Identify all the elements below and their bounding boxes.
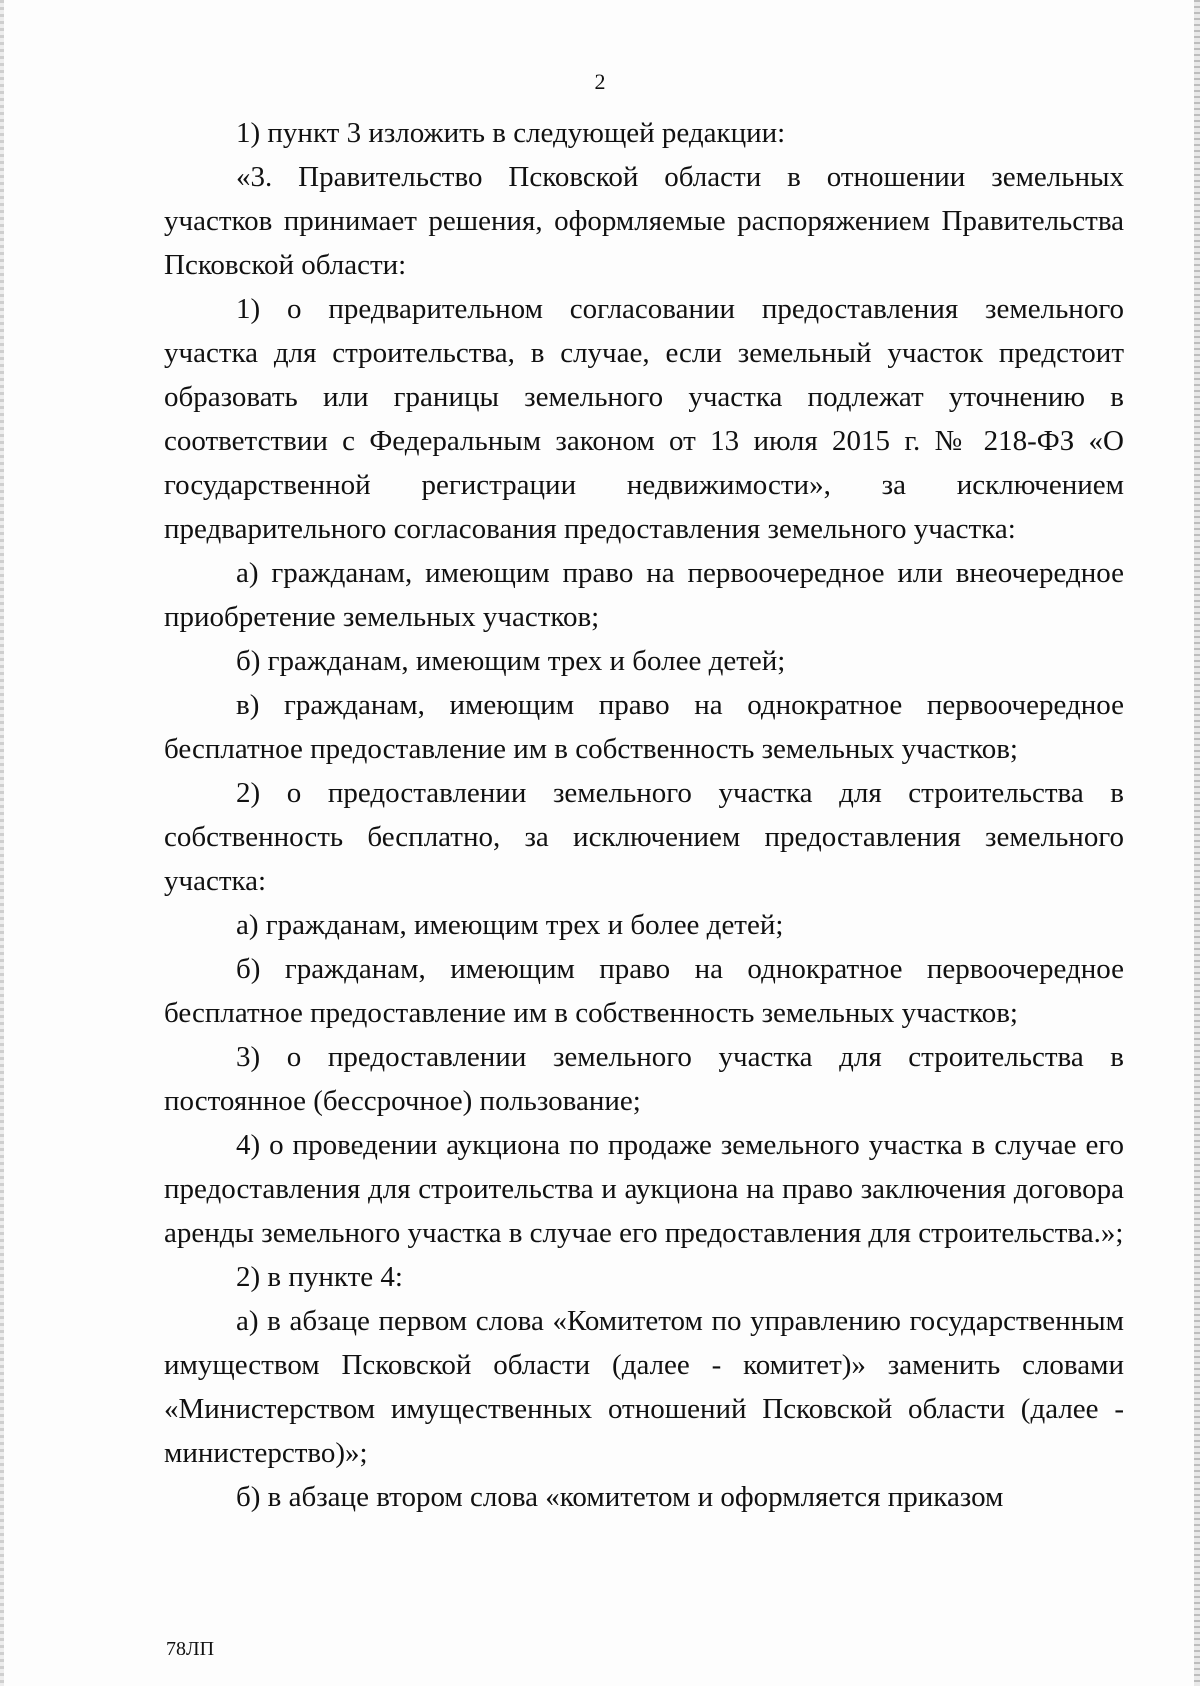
paragraph: а) гражданам, имеющим трех и более детей; bbox=[236, 909, 784, 941]
paragraph: а) гражданам, имеющим право на первоочередное или внеочередное приобретение земельных участков; bbox=[164, 557, 1124, 633]
paragraph: б) гражданам, имеющим право на однократное первоочередное бесплатное предоставление им в собственность земельных участков; bbox=[164, 953, 1124, 1029]
paragraph: б) в абзаце втором слова «комитетом и оформляется приказом bbox=[236, 1481, 1004, 1513]
paragraph: «3. Правительство Псковской области в отношении земельных участков принимает решения, оформляемые распоряжением Правительства Псковской области: bbox=[164, 161, 1124, 281]
paragraph: 1) о предварительном согласовании предоставления земельного участка для строительства, в случае, если земельный участок предстоит образовать или границы земельного участка подлежат уточнению в соответствии с Федеральным законом от 13 июля 2015 г. № 218-ФЗ «О государственной регистрации недвижимости», за исключением предварительного согласования предоставления земельного участка: bbox=[164, 293, 1124, 545]
paragraph: в) гражданам, имеющим право на однократное первоочередное бесплатное предоставление им в собственность земельных участков; bbox=[164, 689, 1124, 765]
paragraph: 2) в пункте 4: bbox=[236, 1261, 403, 1293]
scan-edge-left bbox=[0, 0, 4, 1686]
paragraph: б) гражданам, имеющим трех и более детей; bbox=[236, 645, 786, 677]
paragraph: 2) о предоставлении земельного участка для строительства в собственность бесплатно, за исключением предоставления земельного участка: bbox=[164, 777, 1124, 897]
page-number: 2 bbox=[594, 69, 606, 94]
document-code: 78ЛП bbox=[166, 1638, 215, 1660]
paragraph: 3) о предоставлении земельного участка для строительства в постоянное (бессрочное) пользование; bbox=[164, 1041, 1124, 1117]
paragraph: а) в абзаце первом слова «Комитетом по управлению государственным имуществом Псковской области (далее - комитет)» заменить словами «Министерством имущественных отношений Псковской области (далее - министерство)»; bbox=[164, 1305, 1124, 1469]
paragraph: 4) о проведении аукциона по продаже земельного участка в случае его предоставления для строительства и аукциона на право заключения договора аренды земельного участка в случае его предоставления для строительства.»; bbox=[164, 1129, 1124, 1249]
scan-edge-right bbox=[1194, 0, 1200, 1686]
document-body bbox=[164, 111, 1124, 1519]
paragraph: 1) пункт 3 изложить в следующей редакции: bbox=[236, 117, 786, 149]
